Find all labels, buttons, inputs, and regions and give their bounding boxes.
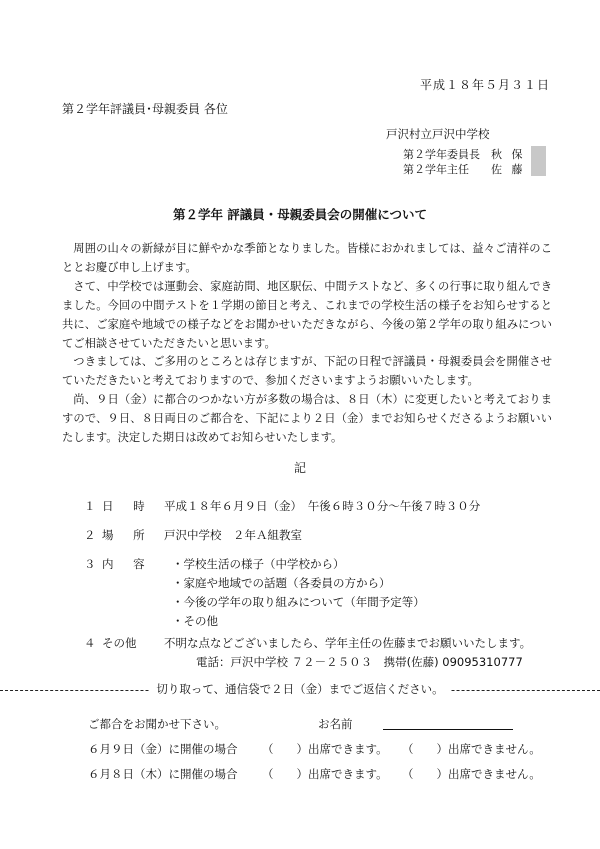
reply-date: ６月９日（金）に開催の場合	[88, 742, 238, 756]
item-label: 内 容	[102, 557, 153, 571]
content-list-item: ・今後の学年の取り組みについて（年間予定等）	[172, 595, 425, 609]
decline-option[interactable]: （ ）出席できません。	[402, 742, 541, 756]
signatory-chair	[403, 146, 526, 162]
content-list-item: ・家庭や地域での話題（各委員の方から）	[172, 576, 391, 590]
item-number: １	[84, 499, 96, 513]
item-label: 日 時	[102, 499, 153, 513]
reply-date: ６月８日（木）に開催の場合	[88, 767, 238, 781]
cut-instruction-text: 切り取って、通信袋で２日（金）までご返信ください。	[150, 682, 449, 696]
cut-instruction	[0, 681, 600, 697]
item-number: ２	[84, 528, 96, 542]
contact-info: 電話：戸沢中学校 ７２－２５０３ 携帯(佐藤) 09095310777	[196, 655, 523, 669]
seal-stamp-box	[531, 161, 546, 176]
reply-row	[88, 766, 541, 782]
content-list-item: ・その他	[172, 614, 218, 628]
name-label: お名前	[318, 717, 353, 731]
document-date: 平成１８年５月３１日	[420, 78, 551, 92]
item-label: 場 所	[102, 528, 153, 542]
letter-body	[62, 240, 552, 448]
item-value: 不明な点などございましたら、学年主任の佐藤までお願いいたします。	[164, 636, 532, 650]
attend-option[interactable]: （ ）出席できます。	[262, 767, 388, 781]
item-label: その他	[102, 636, 137, 650]
signatory-name: 秋 保	[491, 148, 526, 161]
item-number: ４	[84, 636, 96, 650]
signatory-title: 第２学年主任	[403, 163, 469, 176]
paragraph-request: つきましては、ご多用のところとは存じますが、下記の日程で評議員・母親委員会を開催させていただきたいと考えておりますので、参加くださいますようお願いいたします。	[62, 355, 552, 388]
item-value: 平成１８年６月９日（金） 午後６時３０分～午後７時３０分	[164, 499, 481, 513]
item-value: 戸沢中学校 ２年Ａ組教室	[164, 528, 302, 542]
paragraph-background: さて、中学校では運動会、家庭訪問、地区駅伝、中間テストなど、多くの行事に取り組んできました。今回の中間テストを１学期の節目と考え、これまでの学校生活の様子をお知らせすると共に、ご家庭や地域での様子などをお聞かせいただきながら、今後の第２学年の取り組みについてご相談させていただきたいと思います。	[62, 279, 552, 350]
paragraph-greeting: 周囲の山々の新緑が目に鮮やかな季節となりました。皆様におかれましては、益々ご清祥のこととお慶び申し上げます。	[62, 242, 552, 274]
signatory-head-teacher	[403, 161, 526, 177]
content-list-item: ・学校生活の様子（中学校から）	[172, 557, 345, 571]
reply-row	[88, 741, 541, 757]
decline-option[interactable]: （ ）出席できません。	[402, 767, 541, 781]
signatory-name: 佐 藤	[491, 163, 526, 176]
recipient-line: 第２学年評議員･母親委員 各位	[62, 102, 228, 116]
school-name: 戸沢村立戸沢中学校	[386, 127, 490, 141]
name-write-line[interactable]	[383, 729, 513, 730]
item-number: ３	[84, 557, 96, 571]
reply-question: ご都合をお聞かせ下さい。	[88, 717, 226, 731]
paragraph-alternate-date: 尚、９日（金）に都合のつかない方が多数の場合は、８日（木）に変更したいと考えておりますので、９日、８日両日のご都合を、下記により２日（金）までお知らせくださるようお願いいたします。決定した期日は改めてお知らせいたします。	[62, 393, 552, 445]
seal-stamp-box	[531, 146, 546, 161]
document-title: 第２学年 評議員・母親委員会の開催について	[172, 207, 428, 222]
ki-heading: 記	[293, 461, 306, 475]
attend-option[interactable]: （ ）出席できます。	[262, 742, 388, 756]
signatory-title: 第２学年委員長	[403, 148, 480, 161]
